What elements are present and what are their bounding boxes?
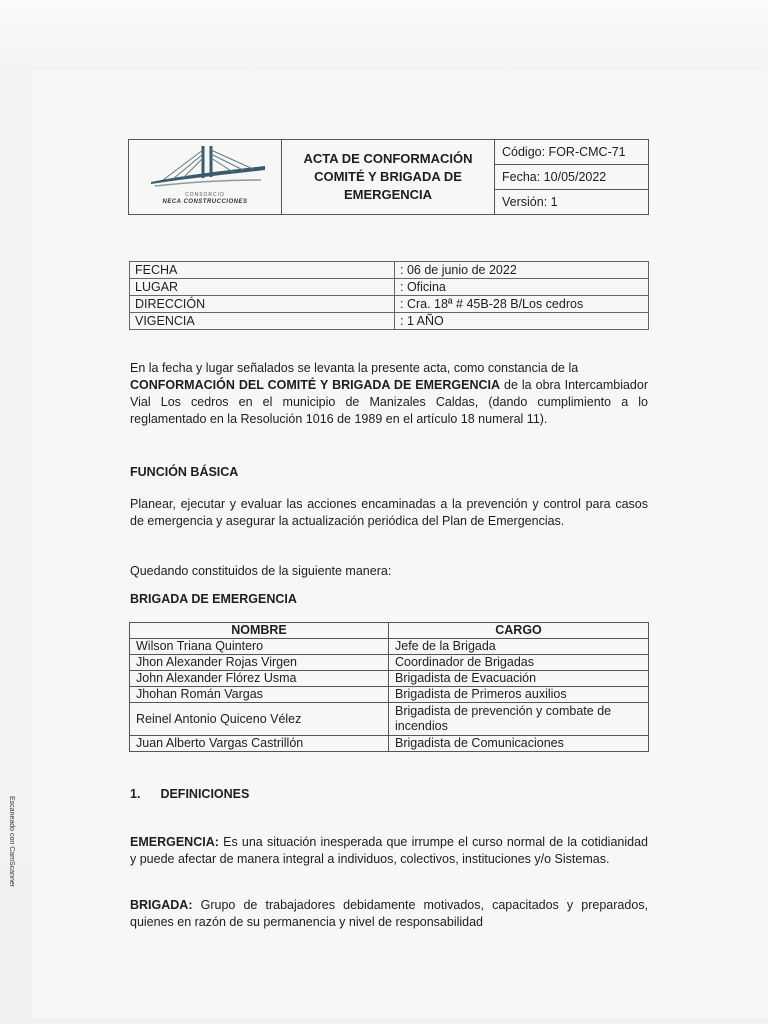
logo-cell [129,140,282,215]
info-row [130,262,649,279]
intro-text-2: de la obra Intercambiador Vial Los cedros en el municipio de Manizales Caldas, (dando cumplimiento a lo reglamentado en la Resolución 1016 de 1989 en el artículo 18 numeral 11). [130,378,648,426]
member-role: Jefe de la Brigada [389,639,649,655]
brigade-text: Grupo de trabajadores debidamente motivados, capacitados y preparados, quienes en razón de su permanencia y nivel de responsabilidad [130,898,648,929]
document-version: Versión: 1 [495,190,649,215]
definitions-heading [130,787,249,801]
logo-line2: NECA CONSTRUCCIONES [162,199,248,205]
table-row [130,687,649,703]
column-header-name: NOMBRE [130,623,389,639]
member-name: Wilson Triana Quintero [130,639,389,655]
column-header-role: CARGO [389,623,649,639]
brigade-header-row [130,623,649,639]
info-row [130,313,649,330]
member-name: Jhohan Román Vargas [130,687,389,703]
member-name: Jhon Alexander Rojas Virgen [130,655,389,671]
scanner-watermark: Escaneado con CamScanner [8,796,15,888]
brigade-definition [130,897,648,931]
brigade-term: BRIGADA: [130,898,193,912]
table-row [130,639,649,655]
document-date: Fecha: 10/05/2022 [495,165,649,190]
definitions-number: 1. [130,787,141,801]
title-line2: COMITÉ Y BRIGADA DE [314,169,462,184]
member-name: Reinel Antonio Quiceno Vélez [130,703,389,736]
constituted-text: Quedando constituidos de la siguiente manera: [130,564,392,578]
logo-line1: CONSORCIO [185,192,225,198]
intro-bold: CONFORMACIÓN DEL COMITÉ Y BRIGADA DE EMERGENCIA [130,378,501,392]
definitions-title: DEFINICIONES [160,787,250,801]
member-role: Coordinador de Brigadas [389,655,649,671]
member-role: Brigadista de Primeros auxilios [389,687,649,703]
info-value: : Oficina [395,279,649,296]
emergency-text: Es una situación inesperada que irrumpe el curso normal de la cotidianidad y puede afectar de manera integral a individuos, colectivos, instituciones y/o Sistemas. [130,835,648,866]
info-label: VIGENCIA [130,313,395,330]
info-value: : 1 AÑO [395,313,649,330]
info-value: : Cra. 18ª # 45B-28 B/Los cedros [395,296,649,313]
member-name: John Alexander Flórez Usma [130,671,389,687]
basic-function-text: Planear, ejecutar y evaluar las acciones encaminadas a la prevención y control para casos de emergencia y asegurar la actualización periódica del Plan de Emergencias. [130,497,648,528]
title-line3: EMERGENCIA [343,187,433,202]
info-label: FECHA [130,262,395,279]
document-header [128,139,649,215]
info-label: DIRECCIÓN [130,296,395,313]
member-name: Juan Alberto Vargas Castrillón [130,736,389,752]
emergency-term: EMERGENCIA: [130,835,219,849]
emergency-definition [130,834,648,868]
info-table [129,261,649,330]
member-role: Brigadista de prevención y combate de incendios [389,703,649,736]
table-row [130,671,649,687]
title-line1: ACTA DE CONFORMACIÓN [303,151,473,166]
basic-function-heading: FUNCIÓN BÁSICA [130,465,239,479]
table-row [130,736,649,752]
info-row [130,296,649,313]
brigade-table [129,622,649,752]
intro-text-1: En la fecha y lugar señalados se levanta la presente acta, como constancia de la [130,361,579,375]
table-row [130,703,649,736]
member-role: Brigadista de Comunicaciones [389,736,649,752]
info-row [130,279,649,296]
member-role: Brigadista de Evacuación [389,671,649,687]
info-label: LUGAR [130,279,395,296]
table-row [130,655,649,671]
intro-paragraph [130,360,648,428]
info-value: : 06 de junio de 2022 [395,262,649,279]
document-title [282,140,495,215]
company-logo [129,140,281,214]
document-code: Código: FOR-CMC-71 [495,140,649,165]
brigade-heading: BRIGADA DE EMERGENCIA [130,592,297,606]
bridge-logo-icon [141,144,269,192]
